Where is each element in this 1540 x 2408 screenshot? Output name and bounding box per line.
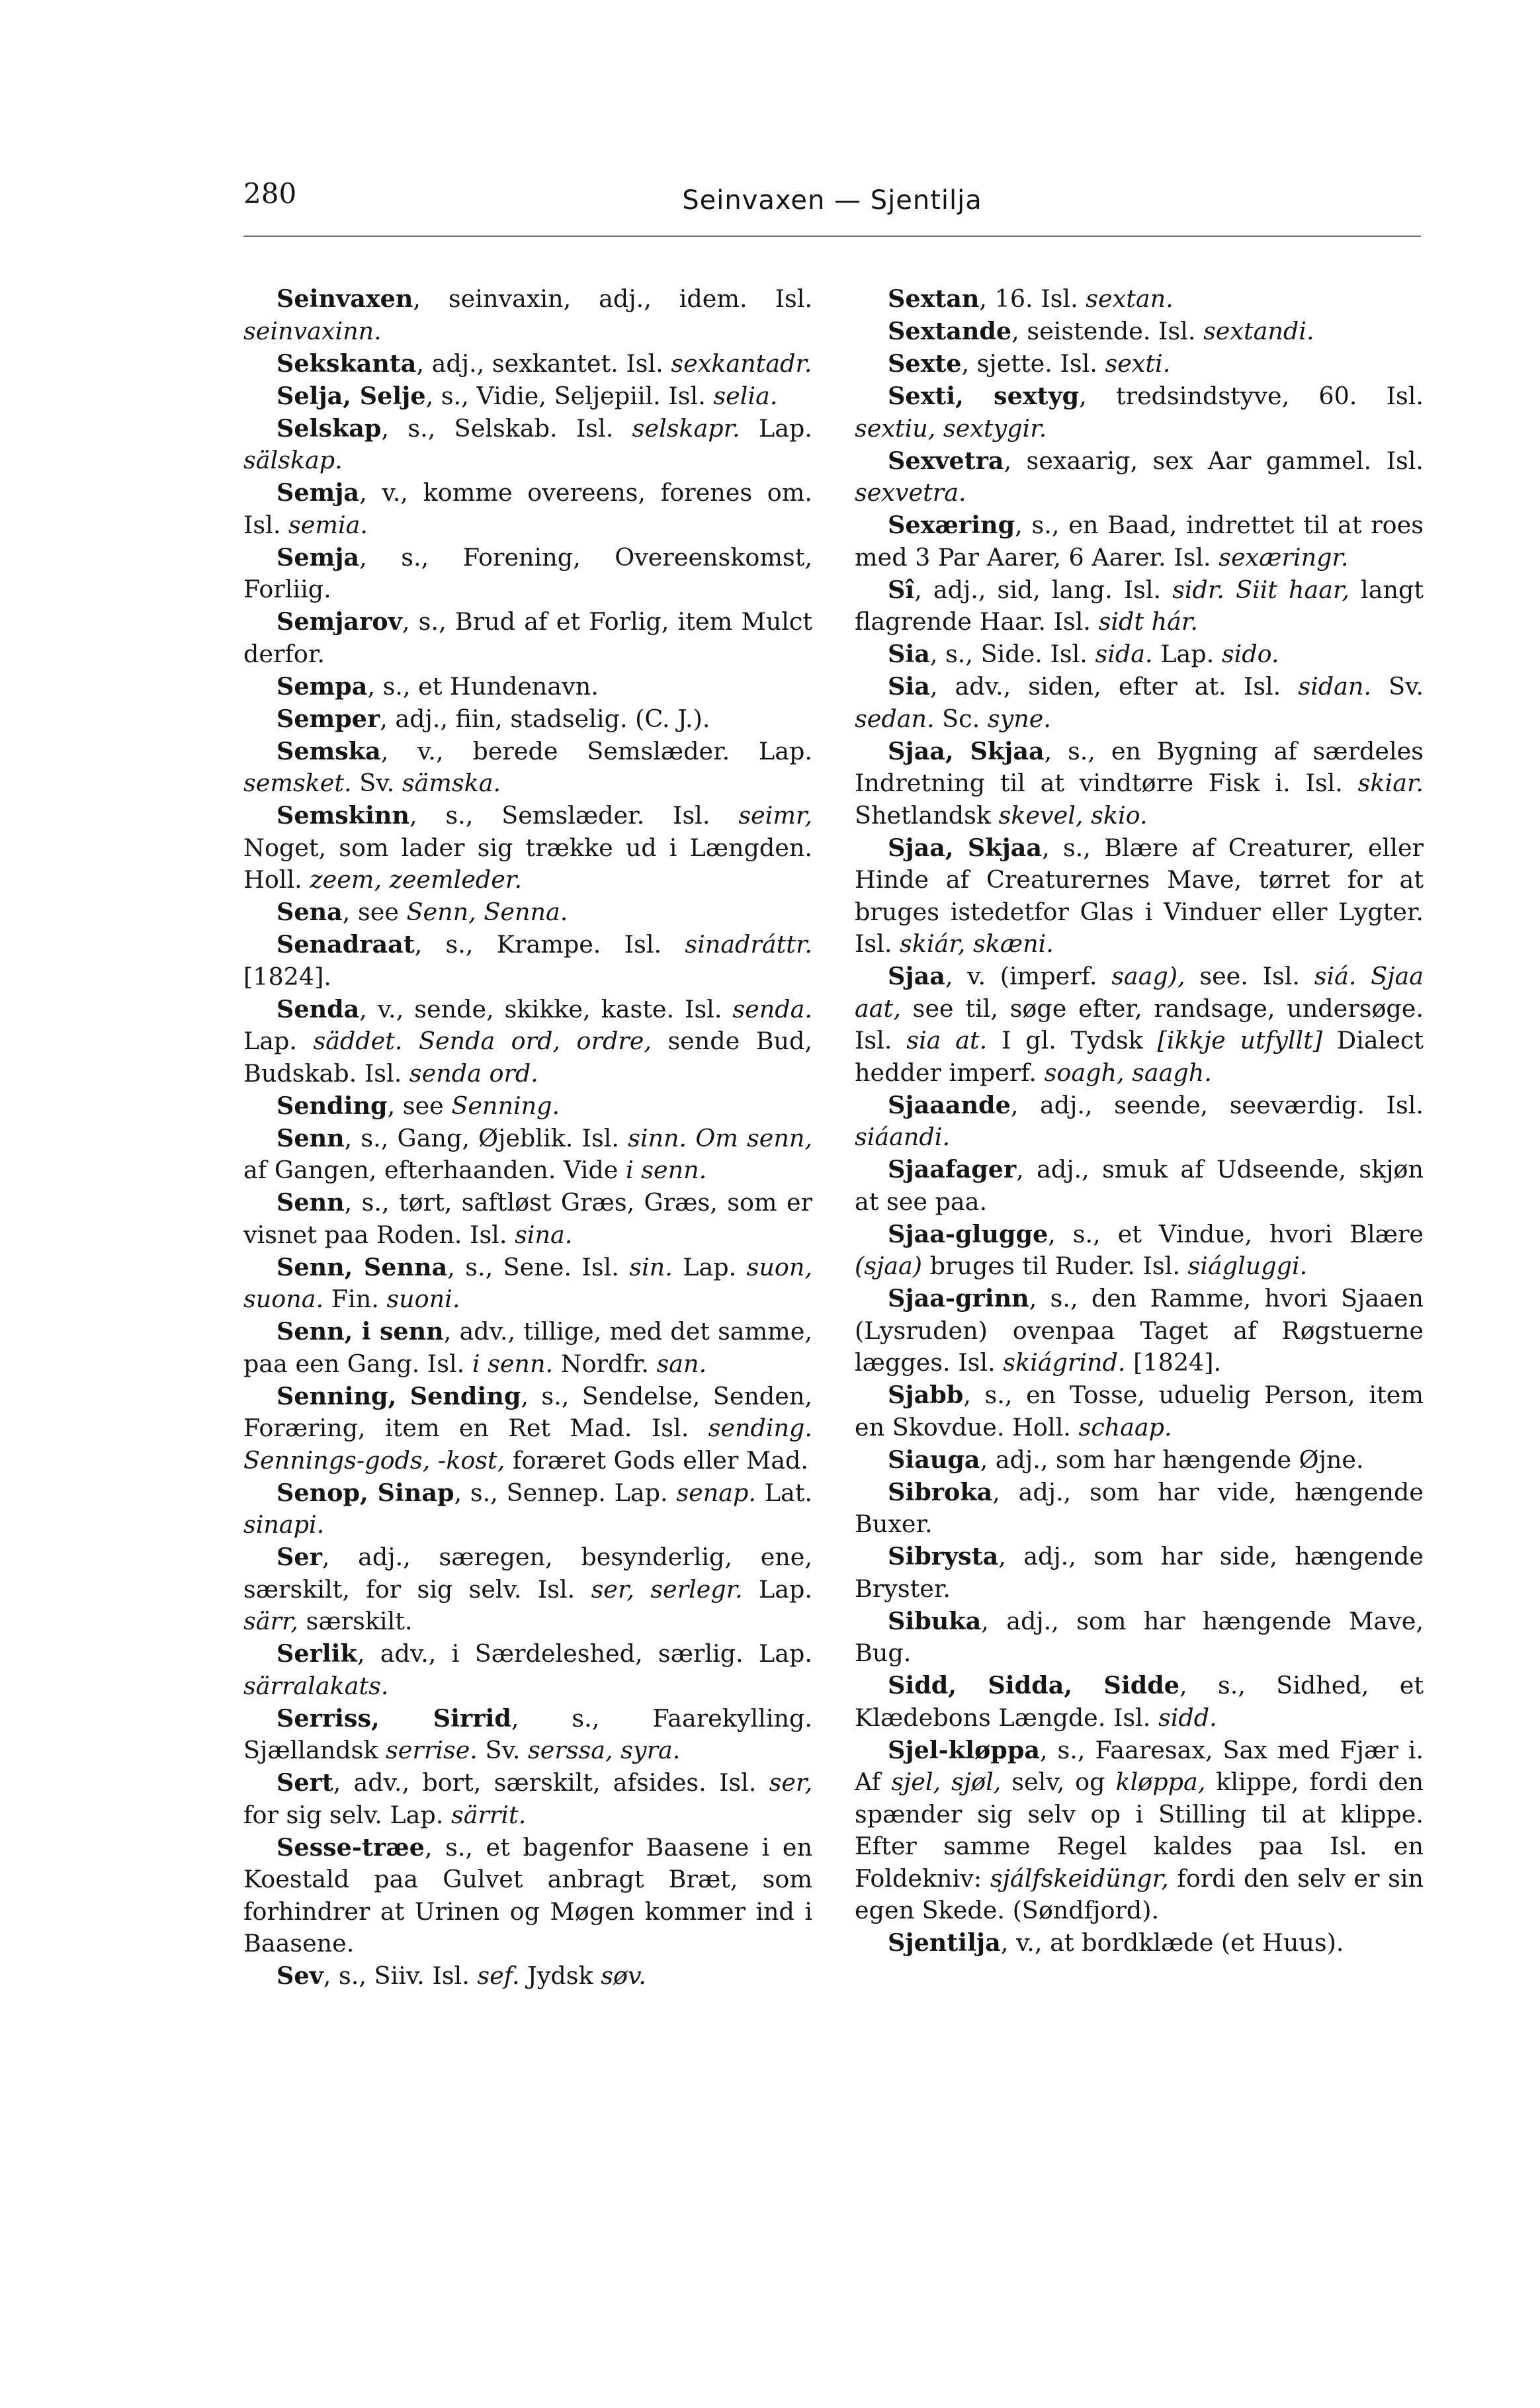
entry-italic-text: ser, serlegr.	[591, 1574, 743, 1604]
entry-headword: Semja	[277, 542, 360, 572]
entry-headword: Selja, Selje	[277, 381, 426, 410]
dictionary-entry	[855, 316, 1424, 348]
entry-text: Fin.	[323, 1285, 387, 1313]
dictionary-entry	[855, 1090, 1424, 1154]
entry-headword: Sjaa-grinn	[888, 1284, 1029, 1312]
entry-text: Dialect hedder imperf.	[855, 1026, 1424, 1087]
entry-italic-text: sjálfskeidüngr,	[990, 1864, 1169, 1893]
dictionary-entry	[855, 1670, 1424, 1734]
dictionary-entry	[855, 736, 1424, 832]
entry-italic-text: selskapr.	[632, 413, 740, 443]
entry-text: , adj., som har vide, hængende Buxer.	[855, 1477, 1424, 1538]
dictionary-entry	[243, 736, 812, 800]
entry-headword: Sibroka	[888, 1477, 993, 1506]
entry-headword: Semja	[277, 478, 360, 507]
entry-text: , s., Sennep. Lap.	[454, 1478, 677, 1507]
entry-text: Nordfr.	[553, 1349, 657, 1378]
entry-italic-text: senap.	[676, 1478, 756, 1507]
entry-italic-text: säddet. Senda ord, ordre,	[313, 1027, 652, 1055]
entry-italic-text: sinn. Om senn,	[628, 1123, 812, 1152]
entry-text: , adj., seende, seeværdig. Isl.	[1010, 1090, 1424, 1119]
entry-italic-text: Senn, Senna.	[406, 898, 568, 926]
dictionary-entry	[855, 1379, 1424, 1443]
entry-headword: Selskap	[277, 413, 382, 443]
dictionary-entry	[855, 348, 1424, 380]
dictionary-entry	[855, 1219, 1424, 1283]
entry-text: Lap.	[1152, 640, 1222, 668]
entry-italic-text: sälskap.	[243, 446, 343, 474]
entry-headword: Sexvetra	[888, 446, 1004, 475]
entry-headword: Senning, Sending	[277, 1381, 521, 1410]
entry-italic-text: [ikkje utfyllt]	[1157, 1026, 1323, 1054]
entry-italic-text: skiar.	[1357, 769, 1424, 797]
dictionary-entry	[855, 671, 1424, 735]
header-rule	[243, 236, 1421, 237]
entry-text: , adv., bort, særskilt, afsides. Isl.	[333, 1768, 769, 1797]
entry-italic-text: sämska.	[402, 769, 501, 797]
dictionary-entry	[243, 800, 812, 896]
dictionary-entry	[855, 832, 1424, 961]
entry-italic-text: zeem, zeemleder.	[310, 865, 522, 894]
entry-italic-text: sexti.	[1105, 349, 1171, 378]
entry-headword: Sending	[277, 1091, 388, 1120]
entry-italic-text: sida.	[1095, 640, 1153, 668]
dictionary-entry	[243, 380, 812, 413]
dictionary-entry	[243, 1477, 812, 1541]
dictionary-entry	[243, 896, 812, 929]
entry-text: , s., Sene. Isl.	[447, 1252, 630, 1281]
entry-headword: Siauga	[888, 1445, 980, 1474]
dictionary-entry	[855, 1735, 1424, 1927]
dictionary-entry	[243, 1381, 812, 1477]
entry-text: Lap.	[672, 1252, 747, 1281]
entry-text: , s., Blære af Creaturer, eller Hinde af Creaturernes Mave, tørret for at bruges istedetfor Glas i Vinduer eller Lygter. Isl.	[855, 833, 1424, 958]
entry-italic-text: sina.	[515, 1220, 573, 1249]
entry-text: Lap.	[740, 413, 812, 443]
entry-headword: Sjaaande	[888, 1090, 1011, 1119]
entry-text: , adj., som har side, hængende Bryster.	[855, 1542, 1424, 1603]
entry-text: , adj., smuk af Udseende, skjøn at see paa.	[855, 1155, 1424, 1216]
entry-headword: Sî	[888, 575, 915, 604]
entry-italic-text: selia.	[713, 381, 778, 410]
dictionary-entry	[855, 1444, 1424, 1477]
entry-text: see. Isl.	[1185, 962, 1314, 990]
entry-text: , sexaarig, sex Aar gammel. Isl.	[1004, 446, 1424, 475]
entry-text: af Gangen, efterhaanden. Vide	[243, 1156, 626, 1184]
entry-text: langt flagrende Haar. Isl.	[855, 575, 1424, 636]
entry-text: , s., Selskab. Isl.	[381, 413, 632, 443]
entry-headword: Sjaa	[888, 962, 945, 990]
entry-headword: Sena	[277, 898, 343, 926]
entry-text: , s., den Ramme, hvori Sjaaen (Lysruden) ovenpaa Taget af Røgstuerne lægges. Isl.	[855, 1284, 1424, 1377]
entry-headword: Senn	[277, 1123, 345, 1152]
entry-text: selv, og	[1001, 1768, 1116, 1796]
entry-italic-text: sido.	[1221, 640, 1279, 668]
entry-headword: Serriss, Sirrid	[277, 1703, 511, 1733]
entry-text: , s., en Bygning af særdeles Indretning til at vindtørre Fisk i. Isl.	[855, 736, 1424, 797]
entry-text: , s., Krampe. Isl.	[414, 930, 685, 959]
entry-italic-text: sin.	[629, 1252, 673, 1281]
entry-text: , s., Brud af et Forlig, item Mulct derfor.	[243, 607, 812, 668]
entry-italic-text: särrit.	[450, 1800, 527, 1829]
entry-text: , adv., i Særdeleshed, særlig. Lap.	[357, 1639, 812, 1668]
entry-text: Lap.	[243, 1027, 314, 1055]
running-title: Seinvaxen — Sjentilja	[682, 185, 982, 216]
dictionary-entry	[243, 1187, 812, 1251]
entry-headword: Semska	[277, 736, 381, 765]
entry-text: foræret Gods eller Mad.	[505, 1445, 809, 1475]
entry-text: , adj., sexkantet. Isl.	[416, 349, 671, 378]
entry-headword: Sia	[888, 640, 930, 668]
entry-text: , adv., siden, efter at. Isl.	[929, 672, 1299, 701]
entry-italic-text: schaap.	[1078, 1412, 1172, 1441]
entry-text: , v., komme overeens, forenes om. Isl.	[243, 478, 812, 539]
entry-italic-text: skiár, skæni.	[900, 929, 1054, 958]
entry-headword: Sjabb	[888, 1381, 964, 1409]
entry-headword: Sexæring	[888, 511, 1015, 539]
entry-italic-text: sjel, sjøl,	[891, 1768, 1002, 1796]
entry-headword: Sexti, sextyg	[888, 382, 1080, 410]
dictionary-entry	[243, 477, 812, 541]
entry-italic-text: skevel, skio.	[998, 800, 1148, 830]
entry-text: Lat.	[755, 1478, 813, 1507]
entry-italic-text: skiágrind.	[1003, 1348, 1126, 1377]
entry-headword: Sert	[277, 1768, 333, 1797]
page-header	[243, 177, 1421, 230]
entry-italic-text: suoni.	[386, 1285, 460, 1313]
entry-italic-text: sef.	[477, 1961, 520, 1990]
entry-text: , s., Gang, Øjeblik. Isl.	[344, 1123, 628, 1152]
entry-italic-text: (sjaa)	[855, 1252, 923, 1280]
entry-text: , s., et bagenfor Baasene i en Koestald paa Gulvet anbragt Bræt, som forhindrer at Urinen og Møgen kommer ind i Baasene.	[243, 1832, 812, 1957]
entry-italic-text: soagh, saagh.	[1044, 1058, 1212, 1087]
entry-headword: Sextan	[888, 284, 980, 313]
entry-text: , v., at bordklæde (et Huus).	[1000, 1928, 1344, 1957]
entry-italic-text: sexkantadr.	[671, 349, 812, 378]
dictionary-entry	[243, 929, 812, 993]
entry-headword: Sibrysta	[888, 1542, 999, 1570]
dictionary-entry	[243, 1541, 812, 1638]
entry-headword: Serlik	[277, 1639, 357, 1668]
dictionary-entry	[855, 961, 1424, 1089]
entry-headword: Sjaa-glugge	[888, 1219, 1048, 1248]
entry-text: , s., Sendelse, Senden, Foræring, item en Ret Mad. Isl.	[243, 1381, 812, 1442]
entry-headword: Sev	[277, 1961, 323, 1990]
entry-italic-text: sinapi.	[243, 1510, 325, 1539]
entry-italic-text: siáandi.	[855, 1123, 951, 1151]
entry-text: Sc.	[934, 704, 988, 733]
entry-text: for sig selv. Lap.	[243, 1800, 451, 1829]
dictionary-entry	[855, 1606, 1424, 1670]
dictionary-entry	[243, 413, 812, 477]
entry-text: , see	[342, 898, 407, 926]
entry-text: , seinvaxin, adj., idem. Isl.	[413, 284, 812, 313]
entry-italic-text: sending. Sennings-gods, -kost,	[243, 1414, 812, 1475]
dictionary-entry	[855, 445, 1424, 509]
entry-text: sende Bud, Budskab. Isl.	[243, 1027, 813, 1088]
entry-italic-text: sidr. Siit haar,	[1172, 575, 1350, 604]
dictionary-entry	[243, 703, 812, 736]
entry-italic-text: saag),	[1111, 962, 1185, 990]
entry-text: , 16. Isl.	[979, 284, 1086, 313]
dictionary-entry	[855, 638, 1424, 671]
entry-text: , s., tørt, saftløst Græs, Græs, som er visnet paa Roden. Isl.	[243, 1188, 812, 1249]
entry-italic-text: sextiu, sextygir.	[855, 413, 1047, 443]
entry-headword: Senn, Senna	[277, 1252, 448, 1281]
dictionary-entry	[855, 1283, 1424, 1379]
entry-text: Lap.	[742, 1574, 812, 1604]
entry-italic-text: särralakats.	[243, 1671, 389, 1700]
entry-text: Jydsk	[519, 1961, 601, 1990]
entry-text: , v., berede Semslæder. Lap.	[380, 736, 812, 765]
entry-italic-text: senda.	[732, 994, 812, 1023]
entry-italic-text: sexvetra.	[855, 478, 966, 507]
entry-text: , see	[387, 1091, 452, 1120]
entry-italic-text: seimr,	[738, 801, 812, 830]
entry-text: , v. (imperf.	[945, 962, 1112, 990]
entry-text: , s., Side. Isl.	[929, 640, 1095, 668]
entry-text: I gl. Tydsk	[987, 1026, 1158, 1054]
entry-headword: Ser	[277, 1543, 322, 1571]
entry-text: , adj., særegen, besynderlig, ene, særskilt, for sig selv. Isl.	[243, 1543, 812, 1604]
entry-italic-text: Senning.	[451, 1091, 560, 1120]
entry-text: , adv., tillige, med det samme, paa een Gang. Isl.	[243, 1317, 812, 1378]
entry-headword: Semjarov	[277, 607, 402, 636]
entry-italic-text: sextandi.	[1203, 317, 1314, 345]
dictionary-entry	[243, 1090, 812, 1123]
entry-text: , s., Sidhed, et Klædebons Længde. Isl.	[855, 1671, 1424, 1732]
dictionary-entry	[855, 1154, 1424, 1218]
entry-italic-text: senda ord.	[409, 1058, 538, 1088]
entry-headword: Sibuka	[888, 1606, 982, 1635]
entry-headword: Senop, Sinap	[277, 1478, 454, 1507]
entry-headword: Sextande	[888, 317, 1012, 345]
dictionary-entry	[243, 1638, 812, 1702]
entry-italic-text: sedan.	[855, 704, 935, 733]
entry-text: , s., Vidie, Seljepiil. Isl.	[425, 381, 714, 410]
entry-italic-text: i senn.	[472, 1349, 554, 1378]
entry-text: , tredsindstyve, 60. Isl.	[1079, 382, 1424, 410]
entry-text: , sjette. Isl.	[961, 349, 1105, 378]
entry-headword: Sia	[888, 672, 930, 701]
entry-text: Sv.	[1371, 672, 1424, 701]
entry-italic-text: sextan.	[1086, 284, 1174, 313]
entry-headword: Sekskanta	[277, 349, 417, 378]
dictionary-entry	[243, 1767, 812, 1831]
dictionary-entry	[855, 1541, 1424, 1605]
entry-text: Sv.	[351, 769, 402, 797]
dictionary-entry	[243, 1316, 812, 1380]
entry-headword: Sempa	[277, 671, 368, 701]
entry-italic-text: siá. Sjaa aat,	[855, 962, 1424, 1023]
entry-headword: Senn, i senn	[277, 1317, 444, 1346]
entry-italic-text: semsket.	[243, 769, 352, 797]
dictionary-entry	[855, 1927, 1424, 1959]
entry-text: Noget, som lader sig trække ud i Længden. Holl.	[243, 833, 812, 894]
entry-headword: Sjel-kløppa	[888, 1735, 1040, 1764]
dictionary-entry	[243, 1832, 812, 1960]
entry-headword: Sexte	[888, 349, 962, 378]
entry-italic-text: sexæringr.	[1219, 542, 1349, 572]
entry-text: , s., Siiv. Isl.	[323, 1961, 478, 1990]
dictionary-entry	[243, 1960, 812, 1993]
page-number: 280	[243, 177, 297, 210]
dictionary-entry	[243, 1703, 812, 1767]
entry-text: , adj., som har hængende Mave, Bug.	[855, 1606, 1424, 1667]
entry-text: bruges til Ruder. Isl.	[922, 1252, 1188, 1280]
entry-text: , s., Forening, Overeenskomst, Forliig.	[243, 542, 812, 603]
entry-italic-text: san.	[656, 1349, 707, 1378]
entry-italic-text: i senn.	[625, 1156, 707, 1184]
entry-italic-text: särr,	[243, 1607, 298, 1635]
dictionary-entry	[243, 671, 812, 703]
dictionary-entry	[243, 348, 812, 380]
entry-text: , adj., fiin, stadselig. (C. J.).	[380, 704, 710, 733]
entry-text: , seistende. Isl.	[1011, 317, 1204, 345]
entry-italic-text: serrise.	[386, 1736, 478, 1764]
entry-italic-text: serssa, syra.	[528, 1736, 681, 1764]
entry-text: , s., en Tosse, uduelig Person, item en Skovdue. Holl.	[855, 1381, 1424, 1441]
entry-italic-text: sia at.	[906, 1026, 988, 1054]
dictionary-entry	[855, 574, 1424, 638]
entry-headword: Senda	[277, 994, 360, 1023]
entry-headword: Senn	[277, 1188, 345, 1217]
left-column	[243, 283, 812, 1993]
entry-headword: Semskinn	[277, 801, 409, 830]
entry-italic-text: ser,	[769, 1768, 812, 1797]
entry-text: , s., et Hundenavn.	[367, 671, 599, 701]
entry-italic-text: sidan.	[1298, 672, 1372, 701]
entry-italic-text: syne.	[987, 704, 1051, 733]
entry-text: , adj., som har hængende Øjne.	[980, 1445, 1364, 1474]
entry-text: særskilt.	[298, 1607, 413, 1635]
entry-italic-text: sinadráttr.	[685, 930, 812, 959]
entry-headword: Sjaafager	[888, 1155, 1017, 1183]
dictionary-entry	[855, 1477, 1424, 1541]
entry-text: fordi den selv er sin egen Skede. (Søndfjord).	[855, 1864, 1424, 1924]
entry-italic-text: sidd.	[1158, 1703, 1217, 1732]
entry-headword: Sjaa, Skjaa	[888, 736, 1045, 765]
entry-text: , s., Faarekylling. Sjællandsk	[243, 1703, 812, 1764]
entry-italic-text: siágluggi.	[1187, 1252, 1308, 1280]
dictionary-entry	[243, 1252, 812, 1316]
dictionary-entry	[243, 606, 812, 670]
entry-italic-text: sidt hár.	[1098, 607, 1198, 636]
entry-text: , s., Faaresax, Sax med Fjær i. Af	[855, 1735, 1424, 1796]
entry-italic-text: seinvaxinn.	[243, 316, 382, 345]
right-column	[855, 283, 1424, 1959]
entry-text: , s., en Baad, indrettet til at roes med 3 Par Aarer, 6 Aarer. Isl.	[855, 511, 1424, 572]
entry-text: Shetlandsk	[855, 800, 999, 830]
entry-headword: Seinvaxen	[277, 284, 413, 313]
entry-text: , adj., sid, lang. Isl.	[914, 575, 1173, 604]
dictionary-entry	[243, 283, 812, 347]
entry-italic-text: suon, suona.	[243, 1252, 812, 1313]
dictionary-entry	[243, 542, 812, 606]
entry-headword: Sjaa, Skjaa	[888, 833, 1043, 862]
entry-headword: Sesse-træe	[277, 1832, 425, 1862]
dictionary-entry	[243, 1123, 812, 1187]
entry-italic-text: søv.	[601, 1961, 646, 1990]
dictionary-entry	[243, 994, 812, 1090]
entry-headword: Senadraat	[277, 930, 415, 959]
entry-text: Sv.	[477, 1736, 529, 1764]
entry-headword: Sidd, Sidda, Sidde	[888, 1671, 1180, 1699]
dictionary-entry	[855, 283, 1424, 316]
entry-italic-text: kløppa,	[1115, 1768, 1206, 1796]
entry-text: [1824].	[243, 962, 331, 991]
entry-headword: Sjentilja	[888, 1928, 1001, 1957]
entry-text: klippe, fordi den spænder sig selv op i Stilling til at klippe. Efter samme Regel kaldes paa Isl. en Foldekniv:	[855, 1768, 1424, 1893]
dictionary-entry	[855, 380, 1424, 445]
entry-headword: Semper	[277, 704, 380, 733]
entry-text: , v., sende, skikke, kaste. Isl.	[359, 994, 733, 1023]
entry-text: see til, søge efter, randsage, undersøge. Isl.	[855, 994, 1424, 1054]
dictionary-entry	[855, 509, 1424, 574]
entry-italic-text: semia.	[288, 510, 368, 539]
entry-text: , s., et Vindue, hvori Blære	[1048, 1219, 1424, 1248]
entry-text: [1824].	[1125, 1348, 1222, 1377]
entry-text: , s., Semslæder. Isl.	[409, 801, 739, 830]
